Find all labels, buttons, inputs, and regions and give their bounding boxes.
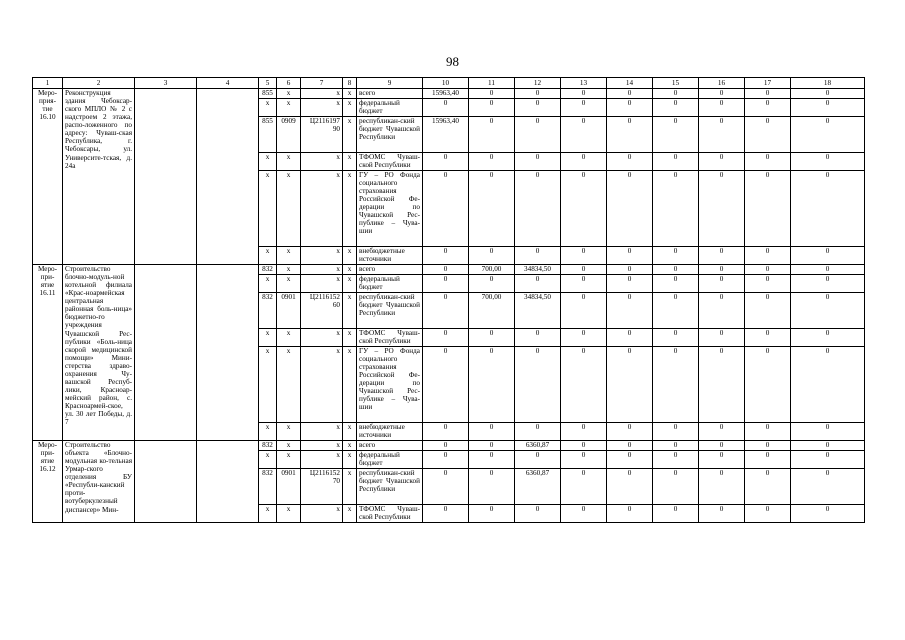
amount-cell: 0 — [791, 441, 865, 451]
code-cell-c7: х — [301, 441, 343, 451]
amount-cell: 0 — [653, 275, 699, 293]
amount-cell: 0 — [423, 329, 469, 347]
amount-cell: 0 — [653, 347, 699, 423]
budget-table — [32, 77, 865, 523]
amount-cell: 0 — [469, 347, 515, 423]
amount-cell: 0 — [561, 265, 607, 275]
empty-cell — [135, 89, 197, 265]
code-cell-c7: х — [301, 171, 343, 247]
amount-cell: 0 — [699, 265, 745, 275]
amount-cell: 0 — [561, 441, 607, 451]
amount-cell: 15963,40 — [423, 117, 469, 153]
code-cell-c8: х — [343, 293, 357, 329]
amount-cell: 0 — [745, 117, 791, 153]
amount-cell: 0 — [653, 117, 699, 153]
column-number-cell: 9 — [357, 78, 423, 89]
empty-cell — [197, 441, 259, 523]
amount-cell: 0 — [607, 265, 653, 275]
amount-cell: 0 — [607, 329, 653, 347]
amount-cell: 0 — [653, 329, 699, 347]
amount-cell: 0 — [653, 469, 699, 505]
code-cell-c5: 832 — [259, 469, 277, 505]
funding-source: ГУ – РО Фонда социального страхования Российской Фе-дерации по Чувашской Рес-публике – Чува-шии — [357, 171, 423, 247]
amount-cell: 0 — [469, 505, 515, 523]
amount-cell: 0 — [699, 89, 745, 99]
amount-cell: 0 — [423, 153, 469, 171]
amount-cell: 0 — [515, 329, 561, 347]
code-cell-c5: 855 — [259, 89, 277, 99]
amount-cell: 0 — [699, 293, 745, 329]
amount-cell: 0 — [607, 247, 653, 265]
amount-cell: 0 — [653, 171, 699, 247]
code-cell-c7: х — [301, 329, 343, 347]
amount-cell: 0 — [699, 275, 745, 293]
column-number-cell: 6 — [277, 78, 301, 89]
measure-description: Реконструкция здания Чебоксар-ского МПЛО № 2 с надстроем 2 этажа, распо-ложенного по адресу: Чуваш-ская Республика, г. Чебоксары, ул. Университе-тская, д. 24а — [63, 89, 135, 265]
code-cell-c6: х — [277, 275, 301, 293]
amount-cell: 0 — [791, 347, 865, 423]
amount-cell: 0 — [791, 99, 865, 117]
amount-cell: 0 — [745, 89, 791, 99]
funding-source: ТФОМС Чуваш-ской Республики — [357, 505, 423, 523]
funding-source: внебюджетные источники — [357, 247, 423, 265]
amount-cell: 0 — [515, 247, 561, 265]
code-cell-c6: х — [277, 171, 301, 247]
funding-source: республикан-ский бюджет Чувашской Республики — [357, 469, 423, 505]
amount-cell: 0 — [561, 89, 607, 99]
empty-cell — [197, 89, 259, 265]
amount-cell: 0 — [653, 293, 699, 329]
code-cell-c5: 832 — [259, 265, 277, 275]
amount-cell: 0 — [745, 441, 791, 451]
amount-cell: 0 — [745, 293, 791, 329]
code-cell-c7: х — [301, 247, 343, 265]
code-cell-c8: х — [343, 171, 357, 247]
amount-cell: 0 — [515, 423, 561, 441]
code-cell-c7: х — [301, 153, 343, 171]
code-cell-c8: х — [343, 347, 357, 423]
amount-cell: 0 — [561, 99, 607, 117]
amount-cell: 700,00 — [469, 265, 515, 275]
code-cell-c6: х — [277, 329, 301, 347]
measure-number: Меро- при- ятие 16.11 — [33, 265, 63, 441]
empty-cell — [197, 265, 259, 441]
empty-cell — [135, 441, 197, 523]
code-cell-c6: х — [277, 423, 301, 441]
amount-cell: 0 — [515, 153, 561, 171]
code-cell-c8: х — [343, 117, 357, 153]
amount-cell: 0 — [791, 293, 865, 329]
amount-cell: 0 — [745, 329, 791, 347]
amount-cell: 0 — [561, 293, 607, 329]
amount-cell: 0 — [745, 171, 791, 247]
amount-cell: 0 — [561, 117, 607, 153]
code-cell-c8: х — [343, 99, 357, 117]
amount-cell: 0 — [699, 99, 745, 117]
amount-cell: 0 — [515, 117, 561, 153]
amount-cell: 0 — [607, 89, 653, 99]
amount-cell: 0 — [699, 347, 745, 423]
amount-cell: 0 — [607, 505, 653, 523]
amount-cell: 0 — [515, 347, 561, 423]
code-cell-c7: х — [301, 265, 343, 275]
code-cell-c8: х — [343, 89, 357, 99]
amount-cell: 0 — [653, 265, 699, 275]
code-cell-c8: х — [343, 329, 357, 347]
amount-cell: 0 — [791, 89, 865, 99]
code-cell-c5: 855 — [259, 117, 277, 153]
code-cell-c5: х — [259, 505, 277, 523]
amount-cell: 0 — [791, 275, 865, 293]
amount-cell: 0 — [423, 347, 469, 423]
code-cell-c7: х — [301, 275, 343, 293]
code-cell-c7: х — [301, 89, 343, 99]
code-cell-c5: х — [259, 423, 277, 441]
amount-cell: 0 — [791, 247, 865, 265]
column-number-cell: 3 — [135, 78, 197, 89]
amount-cell: 0 — [745, 153, 791, 171]
amount-cell: 0 — [607, 153, 653, 171]
amount-cell: 34834,50 — [515, 265, 561, 275]
amount-cell: 0 — [469, 469, 515, 505]
funding-source: всего — [357, 441, 423, 451]
code-cell-c6: х — [277, 99, 301, 117]
code-cell-c7: х — [301, 451, 343, 469]
code-cell-c7: х — [301, 423, 343, 441]
amount-cell: 0 — [607, 293, 653, 329]
code-cell-c8: х — [343, 441, 357, 451]
amount-cell: 0 — [699, 117, 745, 153]
funding-source: федеральный бюджет — [357, 99, 423, 117]
amount-cell: 0 — [607, 451, 653, 469]
amount-cell: 0 — [699, 329, 745, 347]
code-cell-c5: х — [259, 171, 277, 247]
amount-cell: 0 — [469, 247, 515, 265]
amount-cell: 0 — [423, 423, 469, 441]
funding-source: всего — [357, 265, 423, 275]
code-cell-c5: х — [259, 153, 277, 171]
funding-source: ТФОМС Чуваш-ской Республики — [357, 153, 423, 171]
funding-source: всего — [357, 89, 423, 99]
amount-cell: 0 — [469, 441, 515, 451]
amount-cell: 0 — [699, 423, 745, 441]
amount-cell: 0 — [469, 117, 515, 153]
amount-cell: 0 — [745, 469, 791, 505]
column-number-row — [33, 78, 865, 89]
amount-cell: 0 — [607, 171, 653, 247]
code-cell-c5: х — [259, 329, 277, 347]
amount-cell: 0 — [561, 329, 607, 347]
amount-cell: 0 — [469, 275, 515, 293]
code-cell-c5: х — [259, 99, 277, 117]
amount-cell: 0 — [423, 265, 469, 275]
amount-cell: 0 — [515, 451, 561, 469]
funding-source: федеральный бюджет — [357, 451, 423, 469]
code-cell-c8: х — [343, 451, 357, 469]
column-number-cell: 10 — [423, 78, 469, 89]
code-cell-c5: х — [259, 347, 277, 423]
measure-description: Строительство блочно-модуль-ной котельной филиала «Крас-ноармейская центральная районная боль-ница» бюджетно-го учреждения Чувашской Рес-публики «Боль-ница скорой медицинской помощи» Мини-стерства здраво-охранения Чу-вашской Респуб-лики, Краснoар-мейский район, с. Красноармей-ское, ул. 30 лет Победы, д. 7 — [63, 265, 135, 441]
amount-cell: 0 — [745, 505, 791, 523]
funding-source: ТФОМС Чуваш-ской Республики — [357, 329, 423, 347]
code-cell-c5: х — [259, 247, 277, 265]
amount-cell: 0 — [515, 505, 561, 523]
amount-cell: 0 — [423, 275, 469, 293]
measure-description: Строительство объекта «Блочно-модульная ко-тельная Урмар-ского отделения БУ «Республи-канский проти-вотуберкулезный диспансер» Мин- — [63, 441, 135, 523]
column-number-cell: 13 — [561, 78, 607, 89]
amount-cell: 0 — [515, 275, 561, 293]
amount-cell: 0 — [561, 247, 607, 265]
amount-cell: 0 — [561, 275, 607, 293]
amount-cell: 15963,40 — [423, 89, 469, 99]
empty-cell — [135, 265, 197, 441]
column-number-cell: 2 — [63, 78, 135, 89]
code-cell-c8: х — [343, 153, 357, 171]
amount-cell: 0 — [745, 275, 791, 293]
column-number-cell: 14 — [607, 78, 653, 89]
column-number-cell: 4 — [197, 78, 259, 89]
amount-cell: 6360,87 — [515, 469, 561, 505]
amount-cell: 0 — [791, 469, 865, 505]
amount-cell: 0 — [423, 247, 469, 265]
funding-source: федеральный бюджет — [357, 275, 423, 293]
amount-cell: 0 — [607, 469, 653, 505]
measure-number: Меро- при- ятие 16.12 — [33, 441, 63, 523]
amount-cell: 0 — [561, 153, 607, 171]
amount-cell: 0 — [607, 423, 653, 441]
amount-cell: 0 — [515, 99, 561, 117]
column-number-cell: 18 — [791, 78, 865, 89]
code-cell-c8: х — [343, 265, 357, 275]
funding-source: республикан-ский бюджет Чувашской Республики — [357, 117, 423, 153]
funding-source: республикан-ский бюджет Чувашской Республики — [357, 293, 423, 329]
amount-cell: 0 — [653, 99, 699, 117]
column-number-cell: 11 — [469, 78, 515, 89]
column-number-cell: 15 — [653, 78, 699, 89]
amount-cell: 0 — [699, 451, 745, 469]
amount-cell: 6360,87 — [515, 441, 561, 451]
amount-cell: 0 — [423, 441, 469, 451]
code-cell-c6: х — [277, 441, 301, 451]
table-row — [33, 441, 865, 451]
amount-cell: 0 — [699, 153, 745, 171]
code-cell-c6: х — [277, 153, 301, 171]
amount-cell: 0 — [561, 171, 607, 247]
amount-cell: 0 — [791, 153, 865, 171]
column-number-cell: 17 — [745, 78, 791, 89]
code-cell-c6: х — [277, 89, 301, 99]
amount-cell: 0 — [423, 505, 469, 523]
amount-cell: 0 — [699, 441, 745, 451]
column-number-cell: 8 — [343, 78, 357, 89]
amount-cell: 0 — [561, 423, 607, 441]
amount-cell: 0 — [745, 99, 791, 117]
code-cell-c6: 0901 — [277, 469, 301, 505]
amount-cell: 0 — [745, 347, 791, 423]
amount-cell: 0 — [791, 117, 865, 153]
amount-cell: 0 — [515, 171, 561, 247]
code-cell-c6: 0909 — [277, 117, 301, 153]
code-cell-c8: х — [343, 275, 357, 293]
amount-cell: 0 — [469, 99, 515, 117]
amount-cell: 0 — [653, 505, 699, 523]
table-row — [33, 89, 865, 99]
amount-cell: 0 — [423, 451, 469, 469]
code-cell-c6: 0901 — [277, 293, 301, 329]
code-cell-c6: х — [277, 347, 301, 423]
amount-cell: 0 — [515, 89, 561, 99]
code-cell-c5: 832 — [259, 293, 277, 329]
code-cell-c8: х — [343, 505, 357, 523]
code-cell-c8: х — [343, 469, 357, 505]
amount-cell: 0 — [745, 423, 791, 441]
amount-cell: 0 — [699, 505, 745, 523]
column-number-cell: 7 — [301, 78, 343, 89]
code-cell-c5: х — [259, 451, 277, 469]
amount-cell: 0 — [423, 469, 469, 505]
code-cell-c5: х — [259, 275, 277, 293]
code-cell-c7: Ц2116152 70 — [301, 469, 343, 505]
amount-cell: 0 — [561, 347, 607, 423]
code-cell-c6: х — [277, 265, 301, 275]
amount-cell: 0 — [469, 423, 515, 441]
amount-cell: 0 — [653, 441, 699, 451]
amount-cell: 0 — [423, 293, 469, 329]
funding-source: ГУ – РО Фонда социального страхования Российской Фе-дерации по Чувашской Рес-публике – Чува-шии — [357, 347, 423, 423]
code-cell-c8: х — [343, 247, 357, 265]
amount-cell: 0 — [791, 265, 865, 275]
amount-cell: 0 — [699, 171, 745, 247]
code-cell-c6: х — [277, 451, 301, 469]
amount-cell: 0 — [653, 451, 699, 469]
amount-cell: 0 — [607, 117, 653, 153]
amount-cell: 0 — [745, 451, 791, 469]
amount-cell: 0 — [653, 423, 699, 441]
code-cell-c7: х — [301, 505, 343, 523]
amount-cell: 34834,50 — [515, 293, 561, 329]
amount-cell: 0 — [469, 451, 515, 469]
amount-cell: 0 — [607, 275, 653, 293]
amount-cell: 0 — [745, 247, 791, 265]
amount-cell: 0 — [561, 451, 607, 469]
amount-cell: 0 — [469, 329, 515, 347]
amount-cell: 0 — [791, 505, 865, 523]
code-cell-c8: х — [343, 423, 357, 441]
amount-cell: 0 — [469, 171, 515, 247]
amount-cell: 0 — [469, 89, 515, 99]
amount-cell: 0 — [607, 347, 653, 423]
table-row — [33, 265, 865, 275]
measure-number: Меро- прия- тие 16.10 — [33, 89, 63, 265]
code-cell-c7: Ц2116197 90 — [301, 117, 343, 153]
amount-cell: 0 — [791, 451, 865, 469]
code-cell-c7: Ц2116152 60 — [301, 293, 343, 329]
column-number-cell: 5 — [259, 78, 277, 89]
column-number-cell: 1 — [33, 78, 63, 89]
amount-cell: 700,00 — [469, 293, 515, 329]
column-number-cell: 12 — [515, 78, 561, 89]
amount-cell: 0 — [653, 247, 699, 265]
code-cell-c6: х — [277, 247, 301, 265]
amount-cell: 0 — [469, 153, 515, 171]
code-cell-c7: х — [301, 99, 343, 117]
amount-cell: 0 — [423, 99, 469, 117]
code-cell-c6: х — [277, 505, 301, 523]
page-number: 98 — [446, 54, 459, 69]
amount-cell: 0 — [791, 329, 865, 347]
code-cell-c7: х — [301, 347, 343, 423]
amount-cell: 0 — [699, 469, 745, 505]
amount-cell: 0 — [653, 89, 699, 99]
code-cell-c5: 832 — [259, 441, 277, 451]
amount-cell: 0 — [423, 171, 469, 247]
amount-cell: 0 — [561, 505, 607, 523]
amount-cell: 0 — [607, 99, 653, 117]
amount-cell: 0 — [653, 153, 699, 171]
amount-cell: 0 — [607, 441, 653, 451]
amount-cell: 0 — [791, 171, 865, 247]
amount-cell: 0 — [561, 469, 607, 505]
amount-cell: 0 — [699, 247, 745, 265]
column-number-cell: 16 — [699, 78, 745, 89]
amount-cell: 0 — [791, 423, 865, 441]
funding-source: внебюджетные источники — [357, 423, 423, 441]
amount-cell: 0 — [745, 265, 791, 275]
